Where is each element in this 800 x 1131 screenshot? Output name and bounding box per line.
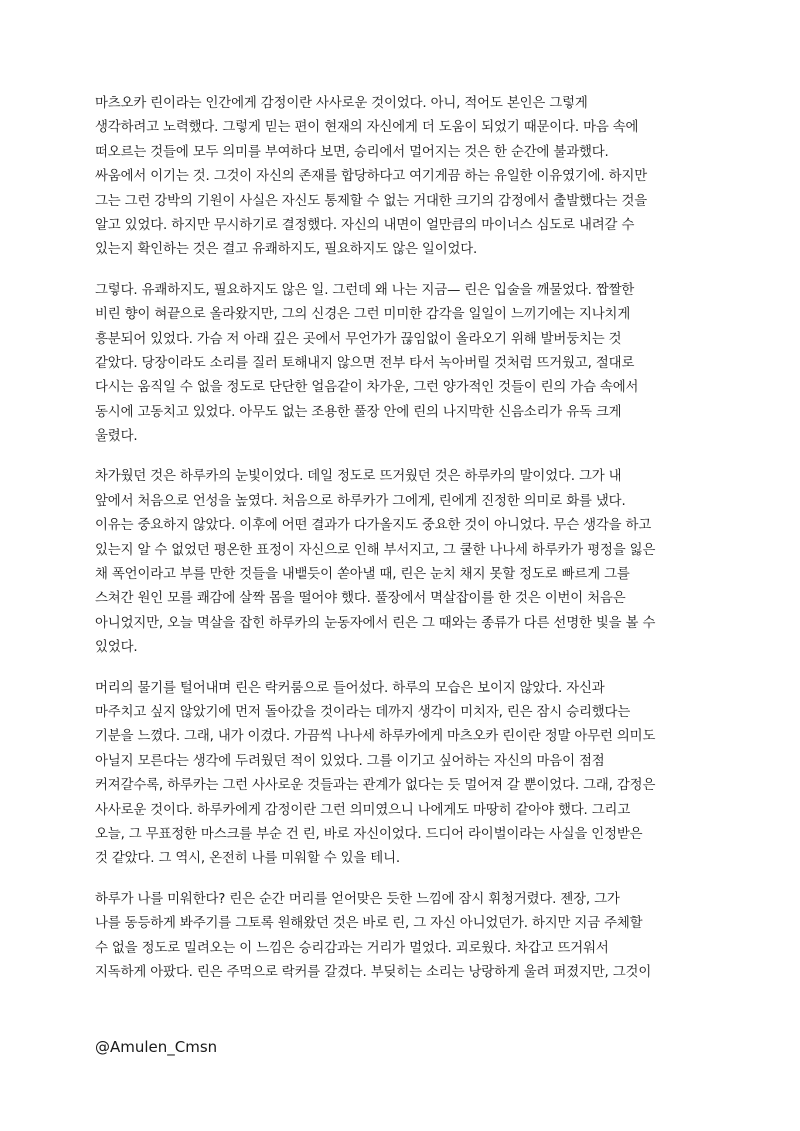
- text-line: 있었다.: [95, 640, 138, 656]
- text-line: 알고 있었다. 하지만 무시하기로 결정했다. 자신의 내면이 얼만큼의 마이너스 심도로 내려갈 수: [95, 217, 635, 233]
- text-line: 그렇다. 유쾌하지도, 필요하지도 않은 일. 그런데 왜 나는 지금— 린은 입술을 깨물었다. 짭짤한: [95, 282, 635, 298]
- text-line: 오늘, 그 무표정한 마스크를 부순 건 린, 바로 자신이었다. 드디어 라이벌이라는 사실을 인정받은: [95, 826, 643, 842]
- text-line: 같았다. 당장이라도 소리를 질러 토해내지 않으면 전부 타서 녹아버릴 것처럼 뜨거웠고, 절대로: [95, 355, 635, 371]
- text-line: 떠오르는 것들에 모두 의미를 부여하다 보면, 승리에서 멀어지는 것은 한 순간에 불과했다.: [95, 144, 609, 160]
- paragraph-5: [95, 888, 720, 986]
- text-line: 그는 그런 강박의 기원이 사실은 자신도 통제할 수 없는 거대한 크기의 감정에서 출발했다는 것을: [95, 193, 648, 209]
- text-line: 마츠오카 린이라는 인간에게 감정이란 사사로운 것이었다. 아니, 적어도 본인은 그렇게: [95, 96, 588, 111]
- text-line: 생각하려고 노력했다. 그렇게 믿는 편이 현재의 자신에게 더 도움이 되었기 때문이다. 마음 속에: [95, 120, 639, 136]
- text-line: 머리의 물기를 털어내며 린은 락커룸으로 들어섰다. 하루의 모습은 보이지 않았다. 자신과: [95, 680, 605, 696]
- text-line: 것 같았다. 그 역시, 온전히 나를 미워할 수 있을 테니.: [95, 851, 400, 867]
- paragraph-1: [95, 92, 720, 263]
- text-line: 수 없을 정도로 밀려오는 이 느낌은 승리감과는 거리가 멀었다. 괴로웠다. 차갑고 뜨거워서: [95, 940, 609, 956]
- text-line: 울렸다.: [95, 429, 138, 445]
- paragraph-2: [95, 279, 720, 450]
- text-line: 흥분되어 있었다. 가슴 저 아래 깊은 곳에서 무언가가 끊임없이 올라오기 위해 발버둥치는 것: [95, 331, 622, 347]
- paragraph-3: [95, 465, 720, 660]
- text-line: 동시에 고동치고 있었다. 아무도 없는 조용한 풀장 안에 린의 나지막한 신음소리가 유독 크게: [95, 404, 622, 420]
- author-handle: @Amulen_Cmsn: [95, 1038, 218, 1056]
- text-line: 비린 향이 혀끝으로 올라왔지만, 그의 신경은 그런 미미한 감각을 일일이 느끼기에는 지나치게: [95, 307, 631, 323]
- text-line: 있는지 확인하는 것은 결고 유쾌하지도, 필요하지도 않은 일이었다.: [95, 242, 478, 258]
- text-line: 아닐지 모른다는 생각에 두려웠던 적이 있었다. 그를 이기고 싶어하는 자신의 마음이 점점: [95, 753, 605, 769]
- text-line: 채 폭언이라고 부를 만한 것들을 내뱉듯이 쏟아낼 때, 린은 눈치 채지 못할 정도로 빠르게 그를: [95, 567, 630, 583]
- text-line: 차가웠던 것은 하루카의 눈빛이었다. 데일 정도로 뜨거웠던 것은 하루카의 말이었다. 그가 내: [95, 469, 622, 485]
- text-line: 기분을 느꼈다. 그래, 내가 이겼다. 가끔씩 나나세 하루카에게 마츠오카 린이란 정말 아무런 의미도: [95, 729, 656, 745]
- text-line: 있는지 알 수 없었던 평온한 표정이 자신으로 인해 부서지고, 그 쿨한 나나세 하루카가 평정을 잃은: [95, 542, 656, 558]
- document-body: [95, 92, 720, 1001]
- text-line: 아니었지만, 오늘 멱살을 잡힌 하루카의 눈동자에서 린은 그 때와는 종류가 다른 선명한 빛을 볼 수: [95, 615, 656, 631]
- text-line: 다시는 움직일 수 없을 정도로 단단한 얼음같이 차가운, 그런 양가적인 것들이 린의 가슴 속에서: [95, 380, 639, 396]
- text-line: 앞에서 처음으로 언성을 높였다. 처음으로 하루카가 그에게, 린에게 진정한 의미로 화를 냈다.: [95, 493, 626, 509]
- text-line: 스쳐간 원인 모를 쾌감에 살짝 몸을 떨어야 했다. 풀장에서 멱살잡이를 한 것은 이번이 처음은: [95, 591, 626, 607]
- text-line: 마주치고 싶지 않았기에 먼저 돌아갔을 것이라는 데까지 생각이 미치자, 린은 잠시 승리했다는: [95, 704, 631, 720]
- text-line: 커져갈수록, 하루카는 그런 사사로운 것들과는 관계가 없다는 듯 멀어져 갈 뿐이었다. 그래, 감정은: [95, 778, 656, 794]
- text-line: 지독하게 아팠다. 린은 주먹으로 락커를 갈겼다. 부딪히는 소리는 낭랑하게 울려 퍼졌지만, 그것이: [95, 964, 652, 980]
- text-line: 하루가 나를 미워한다? 린은 순간 머리를 얻어맞은 듯한 느낌에 잠시 휘청거렸다. 젠장, 그가: [95, 891, 620, 907]
- text-line: 이유는 중요하지 않았다. 이후에 어떤 결과가 다가올지도 중요한 것이 아니었다. 무슨 생각을 하고: [95, 518, 652, 534]
- paragraph-4: [95, 677, 720, 872]
- text-line: 나를 동등하게 봐주기를 그토록 원해왔던 것은 바로 린, 그 자신 아니었던가. 하지만 지금 주체할: [95, 916, 643, 932]
- text-line: 사사로운 것이다. 하루카에게 감정이란 그런 의미였으니 나에게도 마땅히 같아야 했다. 그리고: [95, 802, 631, 818]
- text-line: 싸움에서 이기는 것. 그것이 자신의 존재를 합당하다고 여기게끔 하는 유일한 이유였기에. 하지만: [95, 169, 648, 185]
